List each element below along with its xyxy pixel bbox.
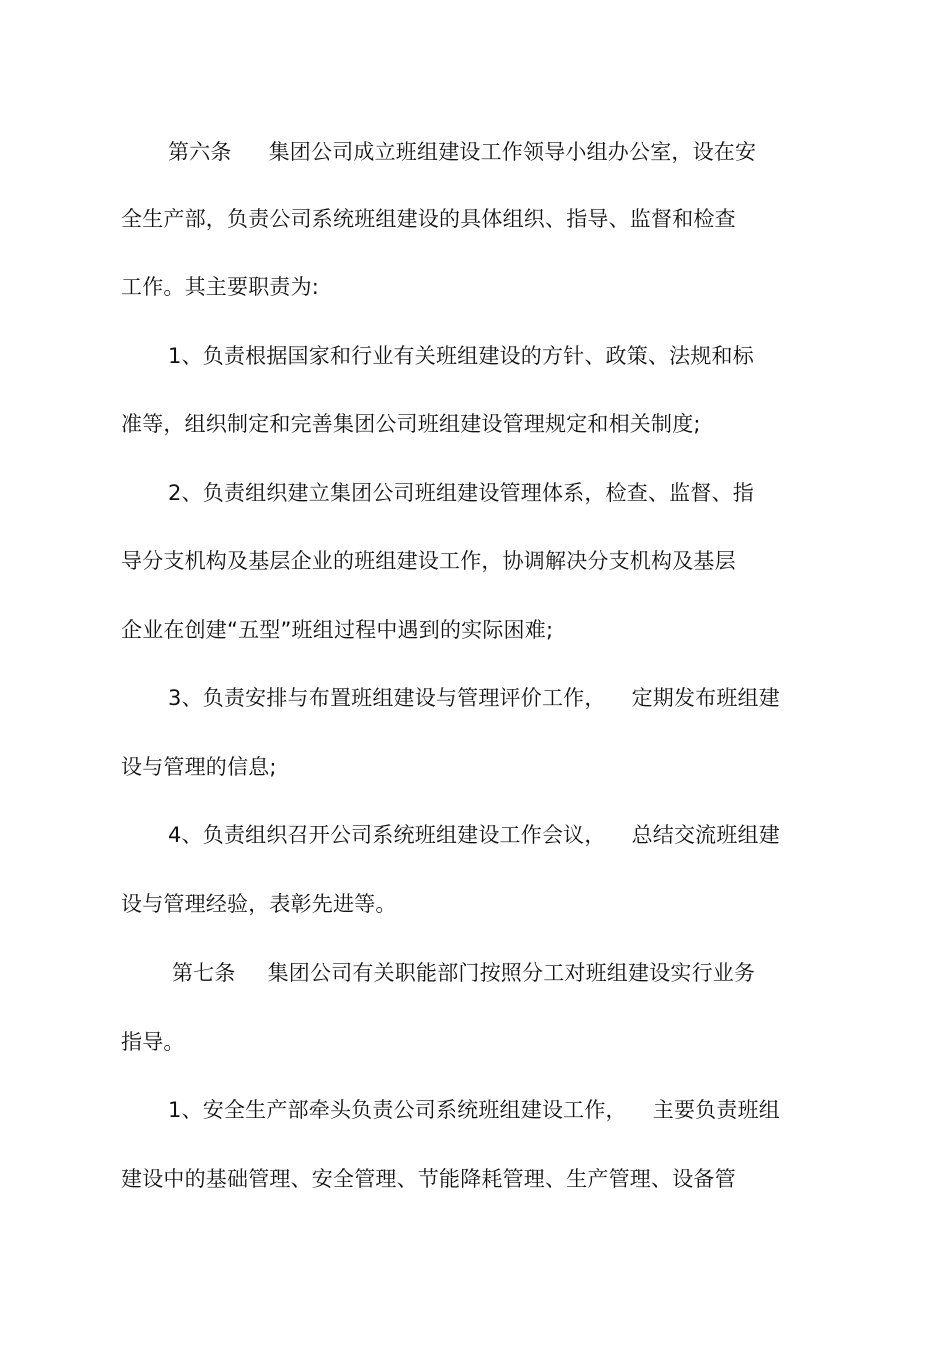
article6-item3-line1: [168, 683, 780, 713]
article6-item3-line2: 设与管理的信息;: [121, 755, 277, 779]
article6-item4-line2: 设与管理经验，表彰先进等。: [121, 892, 397, 916]
article6-item1-line2: 准等，组织制定和完善集团公司班组建设管理规定和相关制度;: [121, 412, 701, 436]
article7-heading: 第七条: [172, 961, 236, 985]
article7-item1-line2: 建设中的基础管理、安全管理、节能降耗管理、生产管理、设备管: [121, 1167, 736, 1191]
article7-text: 集团公司有关职能部门按照分工对班组建设实行业务: [267, 961, 756, 985]
article6-item4-line1-part2: 总结交流班组建: [631, 823, 780, 847]
article7-line2: 指导。: [121, 1030, 185, 1054]
article6-heading: 第六条: [168, 140, 232, 164]
article6-line2: 全生产部，负责公司系统班组建设的具体组织、指导、监督和检查: [121, 207, 736, 231]
article6-item2-line1: 2、负责组织建立集团公司班组建设管理体系，检查、监督、指: [168, 481, 754, 505]
article7-line1: [172, 958, 755, 988]
article6-item3-line1-part2: 定期发布班组建: [631, 686, 780, 710]
article6-item3-line1-part1: 3、负责安排与布置班组建设与管理评价工作，: [168, 686, 606, 710]
article7-item1-line1: [168, 1095, 780, 1125]
article7-item1-line1-part1: 1、安全生产部牵头负责公司系统班组建设工作，: [168, 1098, 627, 1122]
article6-item4-line1: [168, 820, 780, 850]
article6-item1-line1: 1、负责根据国家和行业有关班组建设的方针、政策、法规和标: [168, 344, 754, 368]
article6-item2-line2: 导分支机构及基层企业的班组建设工作，协调解决分支机构及基层: [121, 549, 736, 573]
article6-item2-line3: 企业在创建“五型”班组过程中遇到的实际困难;: [121, 618, 554, 642]
article6-line3: 工作。其主要职责为:: [121, 275, 320, 299]
article6-item4-line1-part1: 4、负责组织召开公司系统班组建设工作会议，: [168, 823, 606, 847]
article6-line1: [168, 137, 756, 167]
article7-item1-line1-part2: 主要负责班组: [652, 1098, 780, 1122]
article6-text: 集团公司成立班组建设工作领导小组办公室，设在安: [268, 140, 757, 164]
